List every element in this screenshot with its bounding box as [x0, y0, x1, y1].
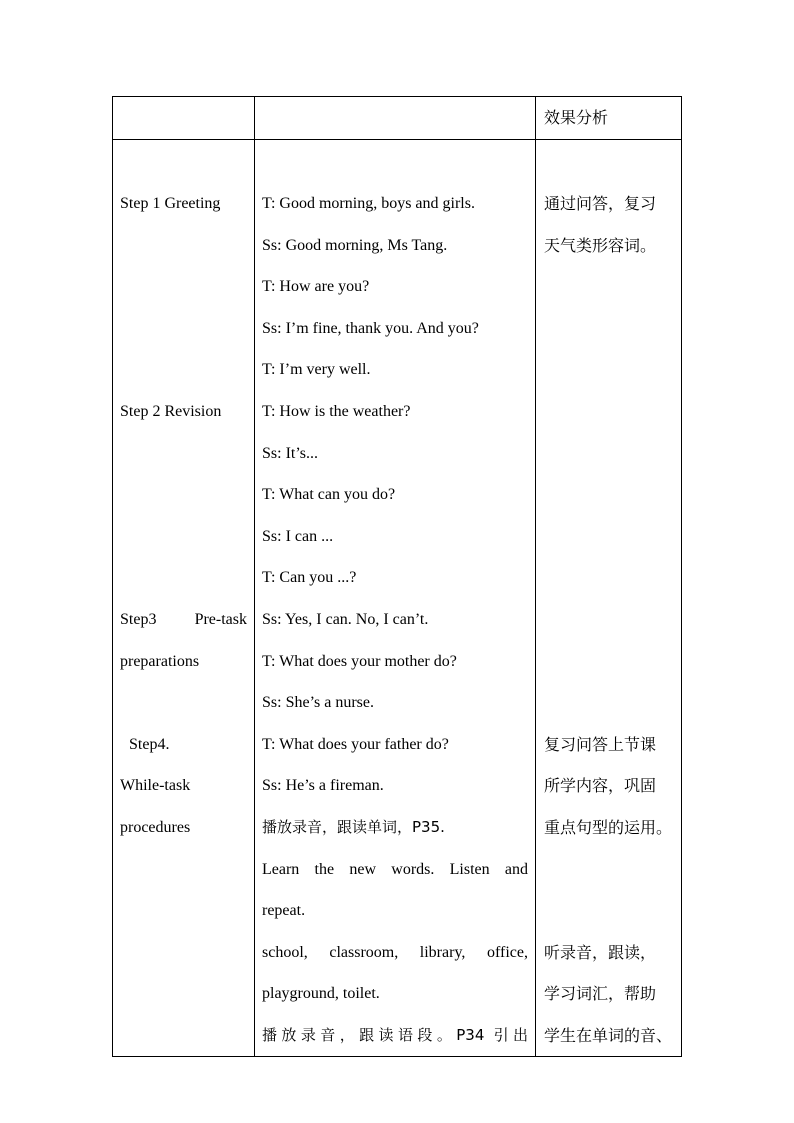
header-cell-procedure [255, 97, 536, 140]
dialogue-line: T: What can you do? [262, 486, 396, 504]
dialogue-line: Ss: It’s... [262, 444, 319, 462]
table-body-row [113, 140, 682, 1057]
vocabulary-line: playground, toilet. [262, 985, 380, 1003]
dialogue-line: Ss: He’s a fireman. [262, 777, 384, 795]
step4-label-line1: Step4. [129, 735, 170, 753]
steps-column [113, 140, 255, 1057]
instruction-line: 播放录音，跟读语段。P34 引出 [262, 1025, 528, 1044]
analysis-text: 复习问答上节课 [544, 734, 657, 754]
vocabulary-line: school, classroom, library, office, [262, 943, 528, 961]
dialogue-line: T: Good morning, boys and girls. [262, 195, 475, 212]
step1-label: Step 1 Greeting [120, 195, 221, 212]
header-cell-steps [113, 97, 255, 140]
analysis-text: 所学内容，巩固 [544, 776, 657, 796]
dialogue-line: Ss: She’s a nurse. [262, 694, 374, 712]
dialogue-line: Ss: I can ... [262, 527, 334, 545]
dialogue-line: T: I’m very well. [262, 361, 371, 379]
analysis-text: 学生在单词的音、 [544, 1025, 673, 1045]
analysis-header-label: 效果分析 [544, 108, 609, 127]
dialogue-line: T: How are you? [262, 278, 370, 296]
lesson-plan-table [112, 96, 682, 1057]
dialogue-line: Ss: I’m fine, thank you. And you? [262, 319, 479, 337]
step2-label: Step 2 Revision [120, 402, 222, 420]
analysis-text: 重点句型的运用。 [544, 817, 673, 837]
analysis-column [536, 140, 682, 1057]
dialogue-line: Ss: Yes, I can. No, I can’t. [262, 610, 429, 628]
step3-label-line2: preparations [120, 652, 200, 670]
instruction-line: 播放录音，跟读单词，P35. [262, 817, 445, 836]
step4-label-line3: procedures [120, 818, 191, 836]
dialogue-line: Ss: Good morning, Ms Tang. [262, 236, 448, 254]
analysis-text: 天气类形容词。 [544, 235, 657, 255]
step3-label-line1: Step3 Pre-task [120, 610, 247, 628]
procedure-column [255, 140, 536, 1057]
step4-label-line2: While-task [120, 777, 191, 795]
analysis-text: 听录音，跟读， [544, 942, 657, 962]
dialogue-line: T: What does your father do? [262, 735, 449, 753]
analysis-text: 通过问答，复习 [544, 194, 657, 213]
table-header-row [113, 97, 682, 140]
header-cell-analysis [536, 97, 682, 140]
dialogue-line: T: Can you ...? [262, 569, 357, 587]
dialogue-line: T: What does your mother do? [262, 652, 457, 670]
analysis-text: 学习词汇，帮助 [544, 984, 657, 1004]
instruction-line: repeat. [262, 902, 306, 920]
instruction-line: Learn the new words. Listen and [262, 860, 528, 878]
dialogue-line: T: How is the weather? [262, 402, 411, 420]
